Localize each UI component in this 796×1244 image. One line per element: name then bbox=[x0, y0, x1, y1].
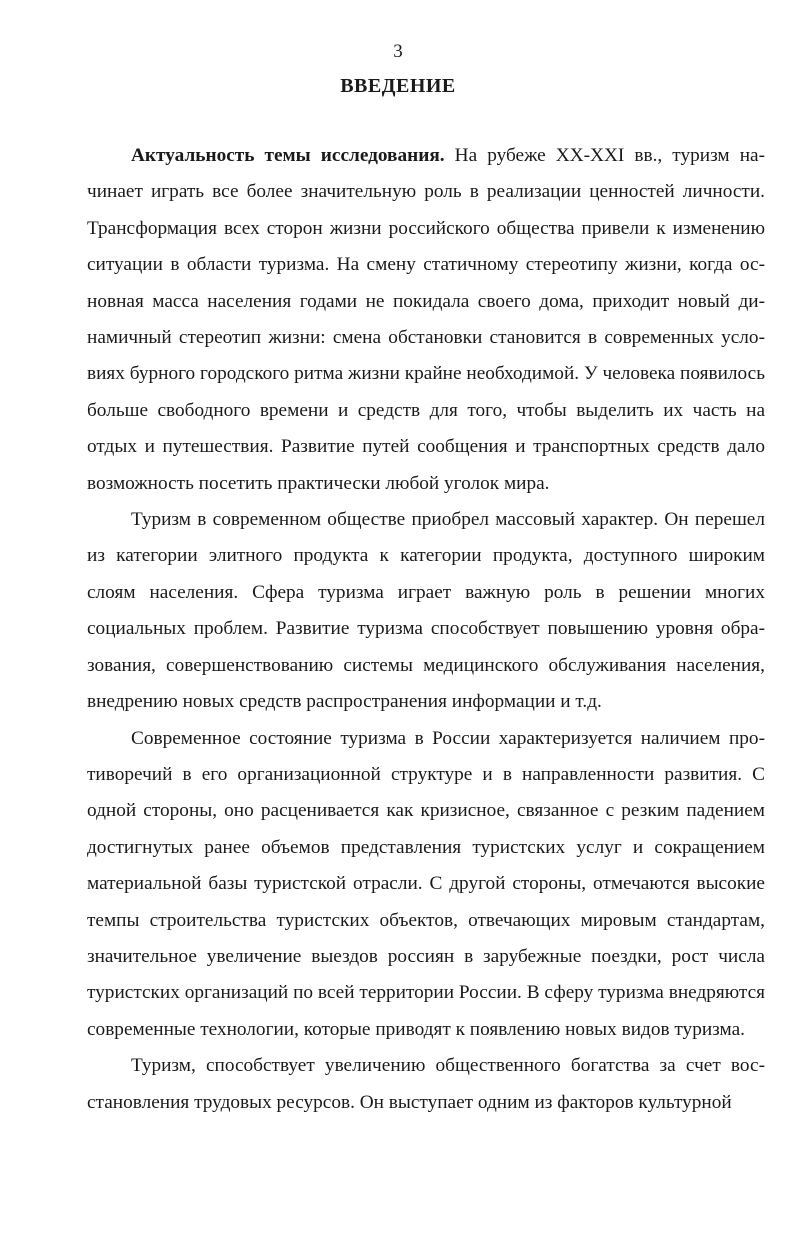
paragraph-russia-state: Современное состояние туризма в России характеризуется наличием противоречий в его организационной структуре и в направленности развития. С одной стороны, оно расценивается как кризисное, связанное с резким падением достигнутых ранее объемов представления туристских услуг и сокращением материальной базы туристской отрасли. С другой стороны, отмечаются высокие темпы строительства туристских объектов, отвечающих мировым стандартам, значительное увеличение выездов россиян в зарубежные поездки, рост числа туристских организаций по всей территории России. В сферу туризма внедряются современные технологии, которые приводят к появлению новых видов туризма. bbox=[87, 727, 765, 1040]
section-title: ВВЕДЕНИЕ bbox=[340, 75, 456, 97]
page-number: 3 bbox=[393, 41, 403, 62]
paragraph-social-wealth: Туризм, способствует увеличению общественного богатства за счет восстановления трудовых ресурсов. Он выступает одним из факторов культурной bbox=[87, 1055, 765, 1113]
paragraph-lead-in: Актуальность темы исследования. bbox=[131, 145, 445, 166]
paragraph-relevance bbox=[87, 138, 765, 502]
paragraph-text: На рубеже XX-XXI вв., туризм начинает играть все более значительную роль в реализации ценностей личности. Трансформация всех сторон жизни российского общества привели к изменению ситуации в области туризма. На смену статичному стереотипу жизни, когда основная масса населения годами не покидала своего дома, приходит новый динамичный стереотип жизни: смена обстановки становится в современных условиях бурного городского ритма жизни крайне необходимой. У человека появилось больше свободного времени и средств для того, чтобы выделить их часть на отдых и путешествия. Развитие путей сообщения и транспортных средств дало возможность посетить практически любой уголок мира. bbox=[87, 145, 765, 494]
body-text bbox=[87, 138, 765, 1121]
paragraph-mass-tourism: Туризм в современном обществе приобрел массовый характер. Он перешел из категории элитного продукта к категории продукта, доступного широким слоям населения. Сфера туризма играет важную роль в решении многих социальных проблем. Развитие туризма способствует повышению уровня образования, совершенствованию системы медицинского обслуживания населения, внедрению новых средств распространения информации и т.д. bbox=[87, 509, 765, 713]
